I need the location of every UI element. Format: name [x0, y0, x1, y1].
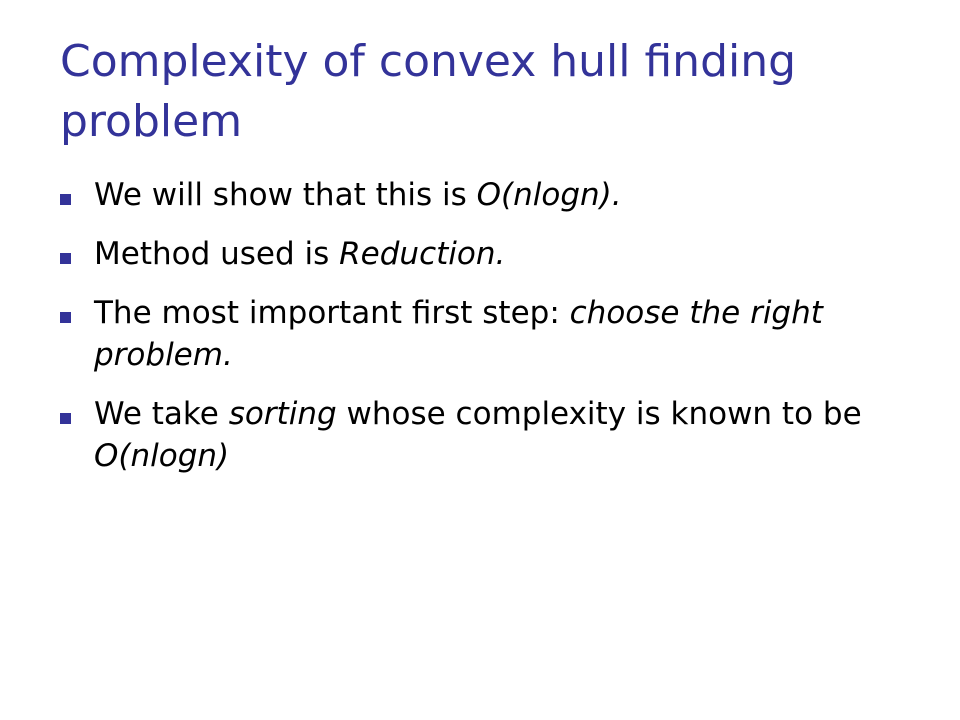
bullet-item — [60, 292, 920, 376]
bullet-text — [94, 236, 505, 272]
slide-title: Complexity of convex hull finding problem — [60, 36, 797, 147]
bullet-text-italic: sorting — [228, 396, 337, 432]
bullet-text-segment: We will show that this is — [94, 177, 477, 213]
bullet-item — [60, 233, 920, 275]
square-bullet-icon — [60, 253, 71, 264]
bullet-text — [94, 177, 622, 213]
bullet-text-segment: whose complexity is known to be — [336, 396, 862, 432]
bullet-text-segment: Method used is — [94, 236, 340, 272]
bullet-text-italic: O(nlogn) — [94, 438, 230, 474]
square-bullet-icon — [60, 312, 71, 323]
bullet-text-italic: choose the right problem. — [94, 295, 823, 373]
bullet-text-segment: The most important first step: — [94, 295, 570, 331]
bullet-text-italic: Reduction. — [339, 236, 506, 272]
bullet-text-segment: We take — [94, 396, 229, 432]
bullet-item — [60, 393, 920, 477]
bullet-list — [60, 174, 920, 494]
bullet-item — [60, 174, 920, 216]
bullet-text-italic: O(nlogn). — [476, 177, 622, 213]
square-bullet-icon — [60, 413, 71, 424]
bullet-text — [94, 396, 862, 474]
square-bullet-icon — [60, 194, 71, 205]
bullet-text — [94, 295, 823, 373]
